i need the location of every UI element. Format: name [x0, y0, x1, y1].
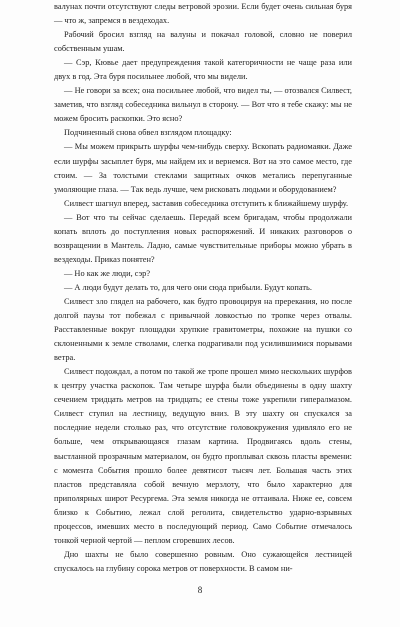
paragraph-13: Дно шахты не было совершенно ровным. Оно сужающейся лестницей спускалось на глубину сорока метров от поверхности. В самом ни- — [54, 549, 352, 573]
page-number: 8 — [197, 585, 203, 595]
paragraph-9: — Но как же люди, сэр? — [64, 268, 151, 278]
paragraph-8: — Вот что ты сейчас сделаешь. Передай всем бригадам, чтобы продолжали копать вплоть до поступления новых распоряжений. И никаких разговоров о возвращении в Мантель. Ладно, самые чувствительные приборы можно убрать в вездеходы. Приказ понятен? — [54, 212, 352, 264]
page-body-text — [54, 0, 352, 576]
paragraph-1: валунах почти отсутствуют следы ветровой эрозии. Если будет очень сильная буря — что ж, запремся в вездеходах. — [54, 2, 352, 26]
paragraph-2: Рабочий бросил взгляд на валуны и покачал головой, словно не поверил собственным ушам. — [54, 30, 352, 54]
paragraph-11: Силвест зло глядел на рабочего, как будто провоцируя на пререкания, но после долгой паузы тот побежал с привычной ловкостью по тропке через отвалы. Расставленные вокруг площадки хрупкие гравитометры, похожие на пушки со склоненными к земле стволами, слегка подрагивали под усилившимися порывами ветра. — [54, 296, 352, 363]
paragraph-10: — А люди будут делать то, для чего они сюда прибыли. Будут копать. — [64, 282, 312, 292]
paragraph-5: Подчиненный снова обвел взглядом площадку: — [64, 128, 232, 138]
paragraph-7: Силвест шагнул вперед, заставив собеседника отступить к ближайшему шурфу. — [64, 198, 349, 208]
paragraph-6: — Мы можем прикрыть шурфы чем-нибудь сверху. Вскопать радиомаяки. Даже если шурфы засыплет буря, мы найдем их и вернемся. Вот на это самое место, где стоим. — За толстыми стеклами защитных очков метались перепуганные умоляющие глаза. — Так ведь лучше, чем рисковать людьми и оборудованием? — [54, 142, 352, 194]
paragraph-4: — Не говори за всех; она посильнее любой, что видел ты, — отозвался Силвест, заметив, что взгляд собеседника вильнул в сторону. — Вот что я тебе скажу: мы не можем бросить раскопки. Это ясно? — [54, 86, 352, 124]
paragraph-3: — Сэр, Кювье дает предупреждения такой категоричности не чаще раза или двух в год. Эта буря посильнее любой, что мы видели. — [54, 58, 352, 82]
paragraph-12: Силвест подождал, а потом по такой же тропе прошел мимо нескольких шурфов к центру участка раскопок. Там четыре шурфа были объединены в одну шахту сечением тридцать метров на тридцать; ее стены тоже укрепили гипералмазом. Силвест ступил на лестницу, ведущую вниз. В эту шахту он спускался за последние недели столько раз, что отсутствие головокружения удивляло его не больше, чем открывающаяся глазам картина. Продвигаясь вдоль стены, выстланной прозрачным материалом, он будто проплывал сквозь пласты времени: с момента События прошло более девятисот тысяч лет. Большая часть этих пластов представляла собой вечную мерзлоту, что было характерно для приполярных широт Ресургема. Эта земля никогда не оттаивала. Ниже ее, совсем близко к Событию, лежал слой реголита, свидетельство ударно-взрывных процессов, имевших место в последующий период. Само Событие отмечалось тонкой черной чертой — пеплом сгоревших лесов. — [54, 367, 352, 545]
